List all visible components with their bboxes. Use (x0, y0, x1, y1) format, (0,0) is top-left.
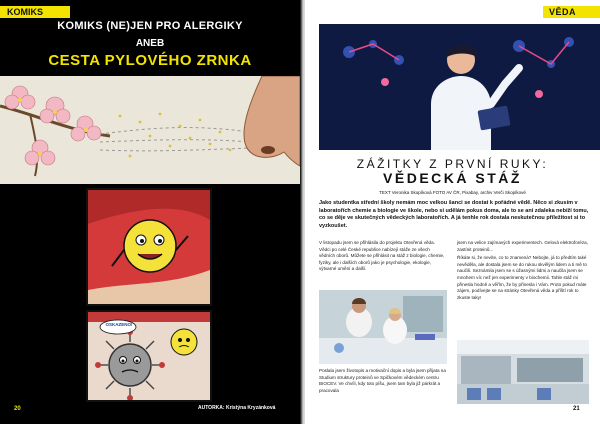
article-column-2 (457, 240, 589, 303)
blossom-nose-illustration (0, 76, 300, 184)
comic-title-connector: ANEB (135, 38, 165, 49)
pollen-character-illustration (88, 190, 210, 304)
comic-speech-bubble: OSKAZENO! (105, 322, 133, 327)
article-paragraph: V listopadu jsem se přihlásila do projektu Otevřená věda. Vědci po celé České republice nabízejí stáže ze všech vědních oborů. Můžete se přihlásit na stáž z biologie, chemie, fyziky, ale i dalších oborů jako je psychologie, ekologie, výtvarné umění a další. (319, 240, 445, 272)
section-label: VĚDA (549, 7, 577, 17)
page-number-left: 20 (14, 406, 21, 412)
article-title: VĚDECKÁ STÁŽ (383, 170, 522, 186)
photo-lab-students (319, 290, 447, 364)
article-byline: TEXT Veronika Skopíková FOTO AV ČR, Pixabay, archiv Verči Skopíkové (379, 190, 526, 195)
right-page (305, 0, 600, 424)
hero-illustration-scientist (319, 24, 600, 150)
comic-subtitle: CESTA PYLOVÉHO ZRNKA (48, 52, 252, 69)
comic-panel-virus (86, 310, 212, 402)
article-column-3 (319, 368, 447, 396)
article-column-1 (319, 240, 447, 275)
comic-panel-blossom-nose (0, 76, 300, 184)
photo-lab-equipment (457, 340, 589, 404)
comic-author-credit: AUTORKA: Kristýna Kryzánková (198, 405, 276, 411)
section-tag-veda (543, 6, 600, 18)
article-kicker: ZÁŽITKY Z PRVNÍ RUKY: (356, 157, 549, 171)
article-paragraph: Poslala jsem životopis a motivační dopis a byla jsem přijata na Studium struktury proteinů ve Spičkovém vědeckém centru BIOCEV. Ve chvíli, kdy toto píšu, jsem tam byla již párkrát a pracovala (319, 368, 446, 393)
comic-panel-pollen-character (86, 188, 212, 306)
section-label: KOMIKS (7, 7, 43, 17)
article-paragraph: Říkáte si, že nevíte, co to znamená? Nebojte, já to předtím také nevěděla, ale dostala jsem se do rukou skvělým lidem a ti mě to naučili. Seznámila jsem se s úžasnými lidmi a naučila jsem se mnohem víc než jen experimenty v biochemii. Tahle stáž mi přinesla hodně a věřím, že by přinesla i Vám. Proto pokud máte zájem, podívejte se na stránky Otevřená věda a příští rok to zkuste taky! (457, 255, 587, 300)
page-number-right: 21 (573, 406, 580, 412)
scientist-illustration (319, 24, 600, 150)
article-lead: Jako studentka střední školy nemám moc velkou šanci se dostat k pořádné vědě. Něco si zkusím v laboratořích chemie a biologie ve škole, nebo si udělám pokus doma, ale to se ani zdaleka nebíží tomu, co se děje ve skutečných vědeckých laboratořích. A já tenhle rok dostala neskutečnou příležitost si to vyzkoušet. (319, 200, 589, 229)
lab-students-photo (319, 290, 447, 364)
comic-title: KOMIKS (NE)JEN PRO ALERGIKY (57, 20, 243, 32)
lab-equipment-photo (457, 340, 589, 404)
article-paragraph: jsem na velice zajímavých experimentech. Gelová elektroforéza, zastínit proteinů... (457, 240, 588, 252)
section-tag-komiks (0, 6, 70, 18)
